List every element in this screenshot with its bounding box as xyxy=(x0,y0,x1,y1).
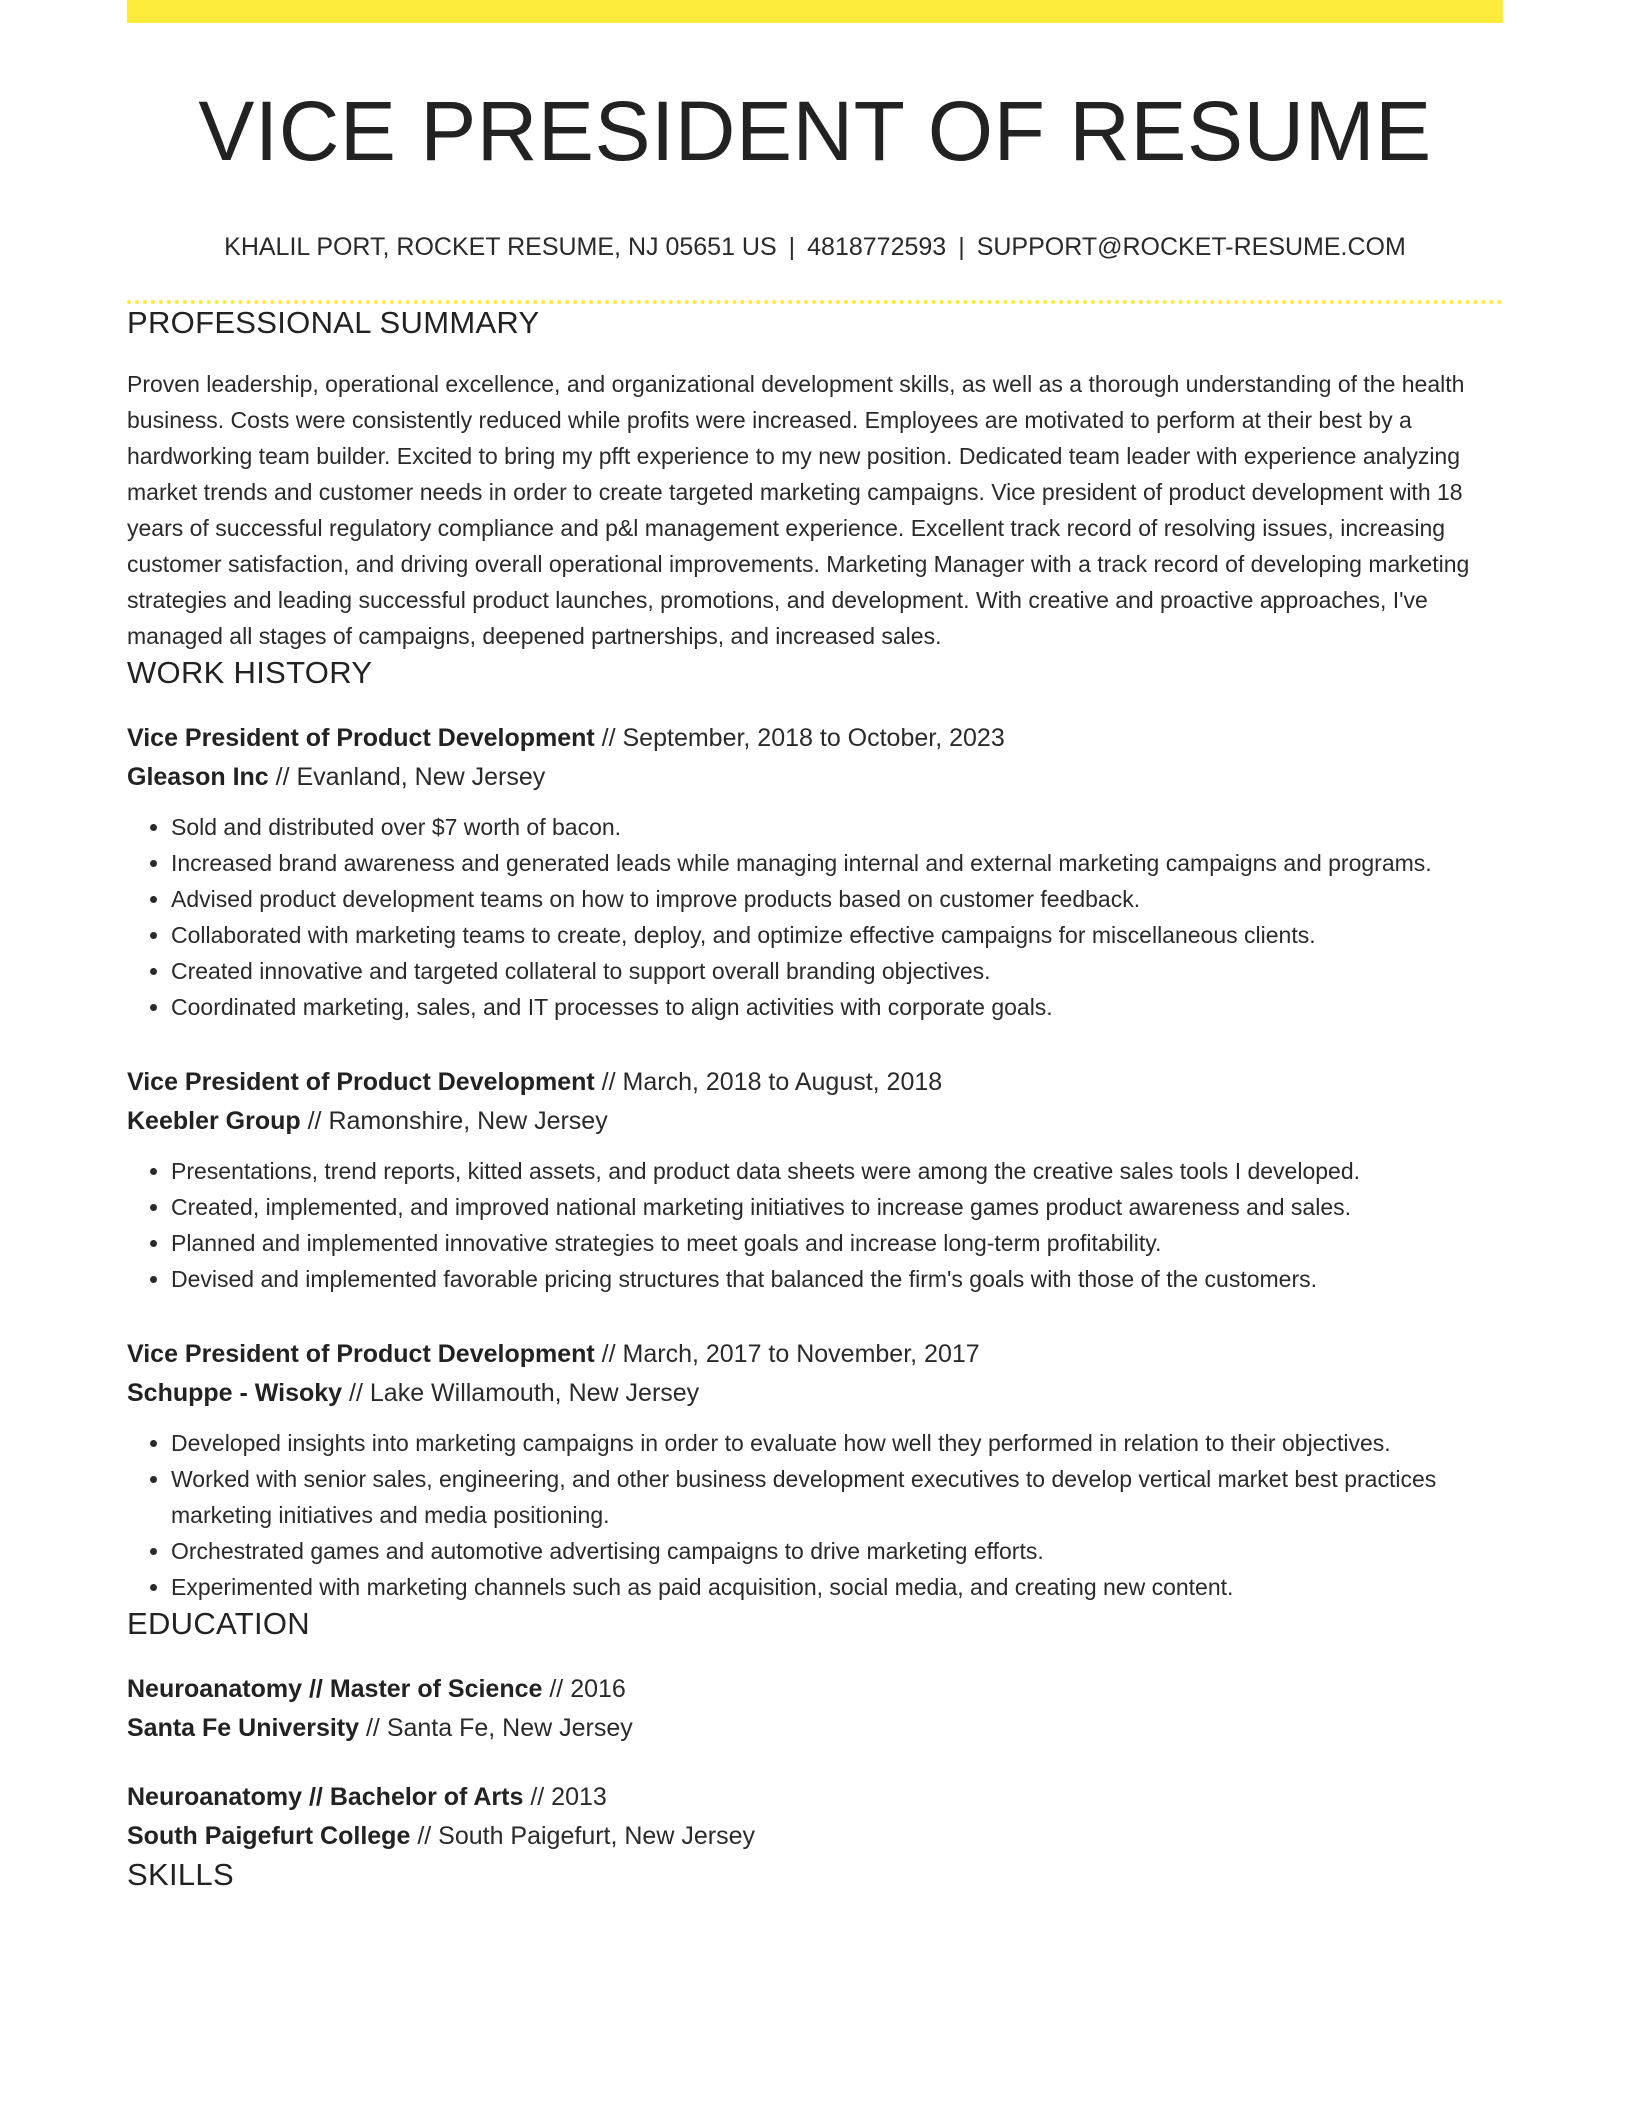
job-bullets xyxy=(127,1153,1503,1297)
job-location: // Evanland, New Jersey xyxy=(275,762,546,791)
summary-text: Proven leadership, operational excellence, and organizational development skills, as well as a thorough understanding of the health business. Costs were consistently reduced while profits were increased. Employees are motivated to perform at their best by a hardworking team builder. Excited to bring my pfft experience to my new position. Dedicated team leader with experience analyzing market trends and customer needs in order to create targeted marketing campaigns. Vice president of product development with 18 years of successful regulatory compliance and p&l management experience. Excellent track record of resolving issues, increasing customer satisfaction, and driving overall operational improvements. Marketing Manager with a track record of developing marketing strategies and leading successful product launches, promotions, and development. With creative and proactive approaches, I've managed all stages of campaigns, deepened partnerships, and increased sales. xyxy=(127,370,1470,649)
job-entry xyxy=(127,1335,1503,1605)
job-dates: // March, 2017 to November, 2017 xyxy=(601,1339,980,1368)
contact-separator: | xyxy=(958,233,965,262)
job-company: Gleason Inc xyxy=(127,762,269,791)
job-bullet: • Increased brand awareness and generated leads while managing internal and external marketing campaigns and programs. xyxy=(171,845,1503,881)
degree-year: // 2016 xyxy=(549,1674,626,1703)
job-bullet: • Planned and implemented innovative strategies to meet goals and increase long-term profitability. xyxy=(171,1225,1503,1261)
summary-heading: PROFESSIONAL SUMMARY xyxy=(127,305,540,341)
contact-email: SUPPORT@ROCKET-RESUME.COM xyxy=(976,233,1406,262)
work-history-heading: WORK HISTORY xyxy=(127,654,373,690)
job-location: // Ramonshire, New Jersey xyxy=(307,1106,608,1135)
job-company: Schuppe - Wisoky xyxy=(127,1378,343,1407)
contact-address: KHALIL PORT, ROCKET RESUME, NJ 05651 US xyxy=(224,233,777,262)
job-company-line xyxy=(127,1374,1503,1413)
resume-page xyxy=(127,0,1503,1893)
education-heading: EDUCATION xyxy=(127,1605,310,1641)
job-bullet: • Worked with senior sales, engineering, and other business development executives to develop vertical market best practices marketing initiatives and media positioning. xyxy=(171,1461,1503,1533)
school: Santa Fe University xyxy=(127,1713,360,1742)
job-bullets xyxy=(127,809,1503,1025)
job-role: Vice President of Product Development xyxy=(127,723,595,752)
job-bullet: • Experimented with marketing channels such as paid acquisition, social media, and creating new content. xyxy=(171,1569,1503,1605)
education-entry xyxy=(127,1778,1503,1856)
job-bullet: • Devised and implemented favorable pricing structures that balanced the firm's goals with those of the customers. xyxy=(171,1261,1503,1297)
contact-separator: | xyxy=(788,233,796,262)
skills-heading: SKILLS xyxy=(127,1856,234,1892)
job-role: Vice President of Product Development xyxy=(127,1067,595,1096)
job-bullet: • Advised product development teams on how to improve products based on customer feedback. xyxy=(171,881,1503,917)
school-line xyxy=(127,1817,1503,1856)
job-dates: // March, 2018 to August, 2018 xyxy=(601,1067,943,1096)
job-bullet: • Created innovative and targeted collateral to support overall branding objectives. xyxy=(171,953,1503,989)
job-title-line xyxy=(127,1335,1503,1374)
job-company-line xyxy=(127,758,1503,797)
top-accent-bar xyxy=(127,0,1503,23)
job-bullets xyxy=(127,1425,1503,1605)
degree: Neuroanatomy // Bachelor of Arts xyxy=(127,1782,524,1811)
job-title-line xyxy=(127,719,1503,758)
school-location: // Santa Fe, New Jersey xyxy=(365,1713,633,1742)
degree-year: // 2013 xyxy=(530,1782,607,1811)
job-role: Vice President of Product Development xyxy=(127,1339,595,1368)
job-bullet: • Presentations, trend reports, kitted assets, and product data sheets were among the creative sales tools I developed. xyxy=(171,1153,1503,1189)
degree: Neuroanatomy // Master of Science xyxy=(127,1674,543,1703)
job-bullet: • Collaborated with marketing teams to create, deploy, and optimize effective campaigns for miscellaneous clients. xyxy=(171,917,1503,953)
degree-line xyxy=(127,1670,1503,1709)
resume-name: VICE PRESIDENT OF RESUME xyxy=(198,84,1432,178)
job-bullet: • Created, implemented, and improved national marketing initiatives to increase games product awareness and sales. xyxy=(171,1189,1503,1225)
job-entry xyxy=(127,1063,1503,1297)
job-bullet: • Coordinated marketing, sales, and IT processes to align activities with corporate goals. xyxy=(171,989,1503,1025)
school-location: // South Paigefurt, New Jersey xyxy=(417,1821,755,1850)
job-company: Keebler Group xyxy=(127,1106,301,1135)
job-title-line xyxy=(127,1063,1503,1102)
job-company-line xyxy=(127,1102,1503,1141)
job-bullet: • Sold and distributed over $7 worth of bacon. xyxy=(171,809,1503,845)
job-bullet: • Developed insights into marketing campaigns in order to evaluate how well they performed in relation to their objectives. xyxy=(171,1425,1503,1461)
job-location: // Lake Willamouth, New Jersey xyxy=(349,1378,700,1407)
job-dates: // September, 2018 to October, 2023 xyxy=(601,723,1005,752)
school-line xyxy=(127,1709,1503,1748)
school: South Paigefurt College xyxy=(127,1821,411,1850)
job-entry xyxy=(127,719,1503,1025)
contact-line xyxy=(127,233,1503,262)
degree-line xyxy=(127,1778,1503,1817)
job-bullet: • Orchestrated games and automotive advertising campaigns to drive marketing efforts. xyxy=(171,1533,1503,1569)
contact-phone: 4818772593 xyxy=(807,233,947,262)
education-entry xyxy=(127,1670,1503,1748)
